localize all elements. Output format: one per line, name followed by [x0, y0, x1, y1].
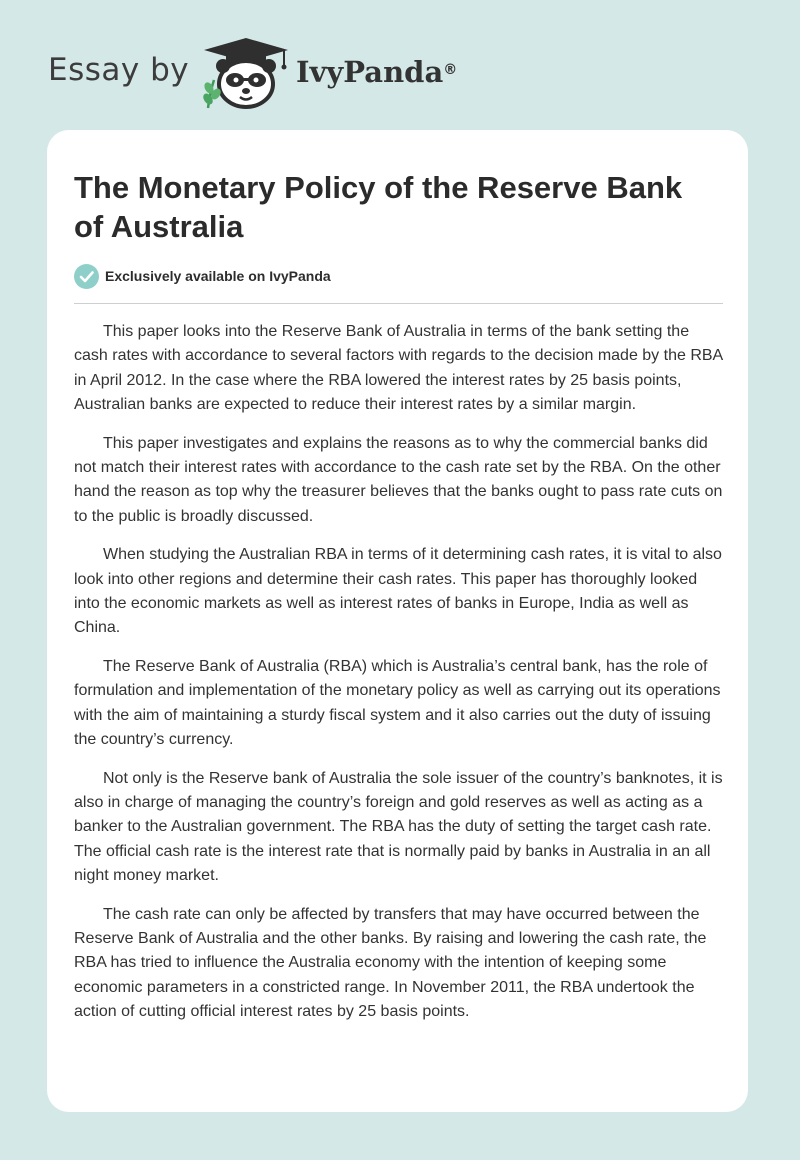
paragraph: Not only is the Reserve bank of Australia the sole issuer of the country’s banknotes, it is also in charge of managing the country’s foreign and gold reserves as well as acting as a banker to the Australian government. The RBA has the duty of setting the target cash rate. The official cash rate is the interest rate that is normally paid by banks in Australia in an all night money market.	[74, 769, 723, 885]
divider	[74, 303, 723, 304]
paragraph: The Reserve Bank of Australia (RBA) which is Australia’s central bank, has the role of formulation and implementation of the monetary policy as well as carrying out its operations with the aim of maintaining a sturdy fiscal system and it also carries out the duty of issuing the country’s currency.	[74, 657, 721, 749]
essay-by-label: Essay by	[48, 52, 190, 88]
paragraph: The cash rate can only be affected by transfers that may have occurred between the Reserve Bank of Australia and the other banks. By raising and lowering the cash rate, the RBA has tried to influence the Australia economy with the intention of keeping some economic parameters in a constricted range. In November 2011, the RBA undertook the action of cutting official interest rates by 25 basis points.	[74, 905, 707, 1021]
exclusive-badge	[74, 263, 331, 289]
check-circle-icon	[74, 264, 99, 289]
essay-card	[47, 130, 748, 1112]
essay-body	[74, 320, 726, 1039]
page-title: The Monetary Policy of the Reserve Bank of Australia	[74, 170, 683, 244]
panda-graduate-logo-icon[interactable]	[200, 36, 292, 110]
brand-name[interactable]	[296, 52, 457, 92]
site-header	[0, 0, 800, 120]
badge-label: Exclusively available on IvyPanda	[105, 268, 331, 284]
paragraph: This paper investigates and explains the reasons as to why the commercial banks did not match their interest rates with accordance to the cash rate set by the RBA. On the other hand the reason as top why the treasurer believes that the banks ought to pass rate cuts on to the public is broadly discussed.	[74, 434, 723, 525]
paragraph: This paper looks into the Reserve Bank of Australia in terms of the bank setting the cash rates with accordance to several factors with regards to the decision made by the RBA in April 2012. In the case where the RBA lowered the interest rates by 25 basis points, Australian banks are expected to reduce their interest rates by a similar margin.	[74, 323, 723, 414]
brand-text: IvyPanda	[296, 55, 444, 89]
registered-mark: ®	[443, 62, 458, 78]
paragraph: When studying the Australian RBA in terms of it determining cash rates, it is vital to also look into other regions and determine their cash rates. This paper has thoroughly looked into the economic markets as well as interest rates of banks in Europe, India as well as China.	[74, 546, 722, 637]
